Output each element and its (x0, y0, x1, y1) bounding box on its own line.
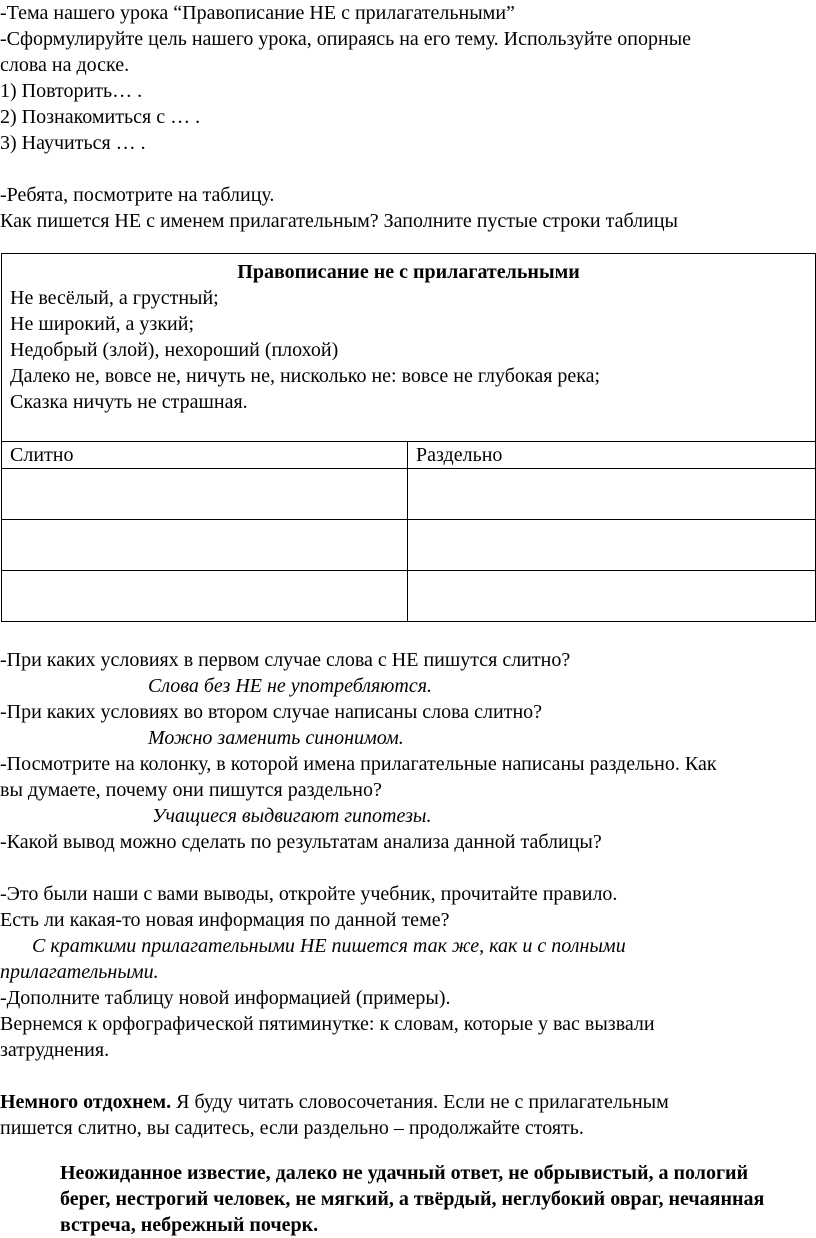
table-title: Правописание не с прилагательными (237, 261, 580, 283)
goal-step-1: 1) Повторить… . (0, 80, 143, 102)
lesson-topic: -Тема нашего урока “Правописание НЕ с прилагательными” (0, 2, 515, 24)
question-1: -При каких условиях в первом случае слова с НЕ пишутся слитно? (0, 649, 571, 671)
answer-4-line-1: С краткими прилагательными НЕ пишется так же, как и с полными (32, 935, 626, 957)
intro-section (0, 0, 816, 234)
paragraph-4-line-1: Вернемся к орфографической пятиминутке: к словам, которые у вас вызвали (0, 1013, 655, 1035)
blank-cell[interactable] (408, 571, 816, 622)
rules-table (1, 253, 816, 622)
question-3-line-2: вы думаете, почему они пишутся раздельно? (0, 779, 382, 801)
rest-line-1 (0, 1089, 816, 1115)
answer-4-line-2: прилагательными. (0, 961, 159, 983)
blank-cell[interactable] (408, 469, 816, 520)
answer-3: Учащиеся выдвигают гипотезы. (152, 805, 432, 827)
column-header-separate: Раздельно (408, 442, 816, 469)
rule-line-4: Далеко не, вовсе не, ничуть не, нисколько не: вовсе не глубокая река; (10, 365, 601, 387)
rules-cell (2, 254, 816, 442)
column-header-together: Слитно (2, 442, 408, 469)
rule-line-5: Сказка ничуть не страшная. (10, 391, 248, 413)
paragraph-2: Есть ли какая-то новая информация по данной теме? (0, 909, 450, 931)
answer-1: Слова без НЕ не употребляются. (148, 675, 433, 697)
blank-cell[interactable] (2, 571, 408, 622)
rest-line-2: пишется слитно, вы садитесь, если раздельно – продолжайте стоять. (0, 1117, 584, 1139)
goal-line-2: слова на доске. (0, 54, 130, 76)
blank-line (0, 156, 816, 182)
question-2: -При каких условиях во втором случае написаны слова слитно? (0, 701, 543, 723)
answer-2: Можно заменить синонимом. (148, 727, 404, 749)
goal-line-1: -Сформулируйте цель нашего урока, опираясь на его тему. Используйте опорные (0, 28, 692, 50)
dialogue-section (0, 647, 816, 1141)
paragraph-3: -Дополните таблицу новой информацией (примеры). (0, 987, 451, 1009)
blank-line (0, 855, 816, 881)
rest-label: Немного отдохнем. (0, 1091, 172, 1113)
question-3-line-1: -Посмотрите на колонку, в которой имена прилагательные написаны раздельно. Как (0, 753, 717, 775)
blank-cell[interactable] (408, 520, 816, 571)
goal-step-2: 2) Познакомиться с … . (0, 106, 201, 128)
rule-line-2: Не широкий, а узкий; (10, 313, 195, 335)
paragraph-4-line-2: затруднения. (0, 1039, 110, 1061)
rule-line-1: Не весёлый, а грустный; (10, 287, 219, 309)
rule-line-3: Недобрый (злой), нехороший (плохой) (10, 339, 339, 361)
blank-cell[interactable] (2, 520, 408, 571)
rest-text: Я буду читать словосочетания. Если не с прилагательным (171, 1091, 669, 1113)
question-4: -Какой вывод можно сделать по результатам анализа данной таблицы? (0, 831, 602, 853)
goal-step-3: 3) Научиться … . (0, 132, 146, 154)
blank-line (0, 1063, 816, 1089)
blank-cell[interactable] (2, 469, 408, 520)
look-at-table: -Ребята, посмотрите на таблицу. (0, 184, 275, 206)
table-question: Как пишется НЕ с именем прилагательным? Заполните пустые строки таблицы (0, 210, 678, 232)
phrase-list: Неожиданное известие, далеко не удачный ответ, не обрывистый, а пологий берег, нестрогий человек, не мягкий, а твёрдый, неглубокий овраг, нечаянная встреча, небрежный почерк. (60, 1162, 765, 1236)
paragraph-1: -Это были наши с вами выводы, откройте учебник, прочитайте правило. (0, 883, 618, 905)
